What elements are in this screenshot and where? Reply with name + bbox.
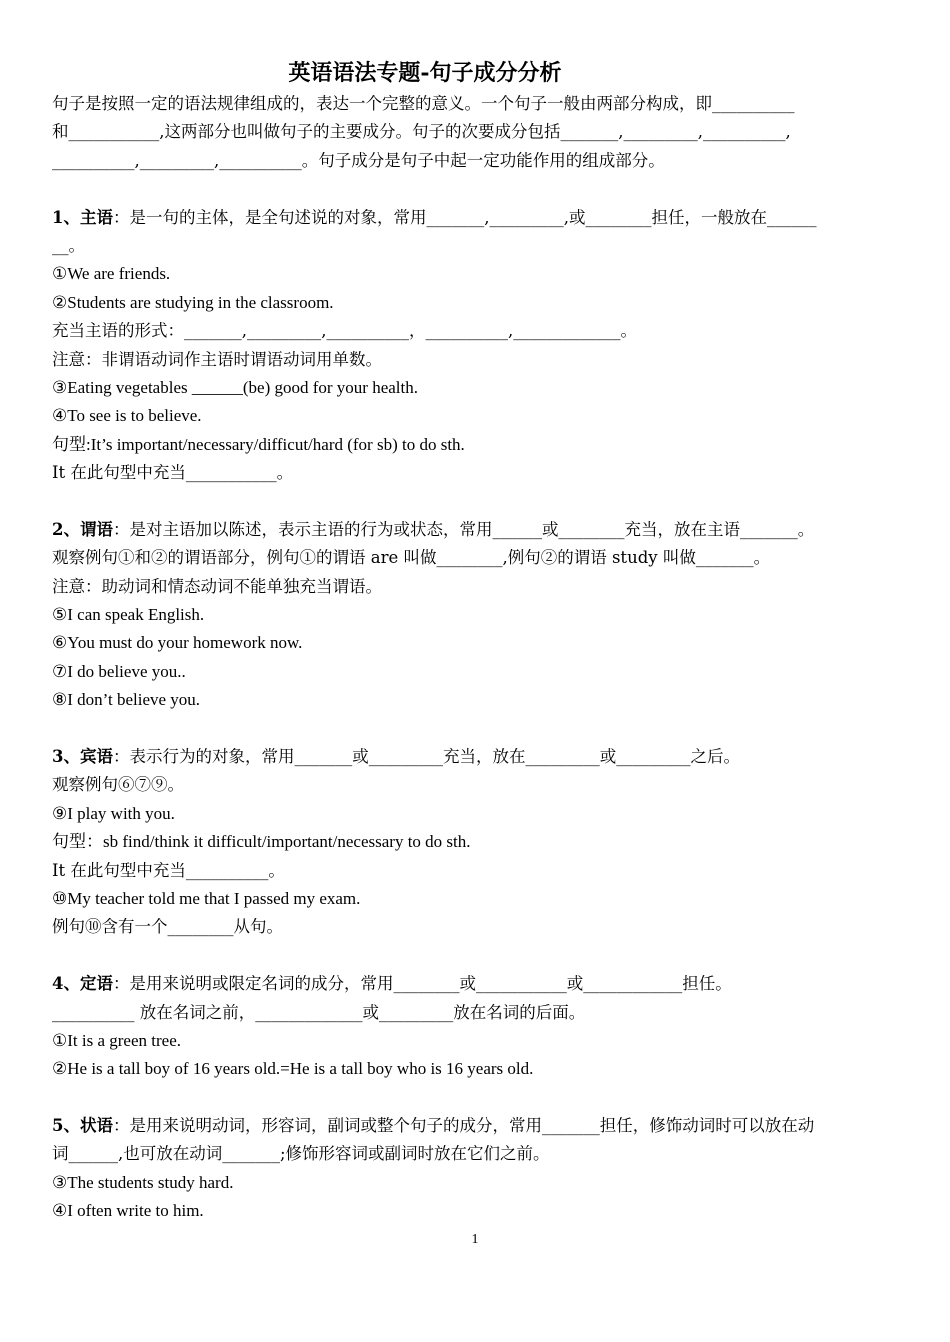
page-number: 1	[471, 1232, 479, 1247]
section-1-line-5: 充当主语的形式：_______,_________,__________，__________,_____________。	[52, 321, 637, 341]
intro-line-1: 句子是按照一定的语法规律组成的，表达一个完整的意义。一个句子一般由两部分构成，即__________	[52, 94, 795, 113]
section-3-pattern: 句型：sb find/think it difficult/important/necessary to do sth.	[52, 832, 471, 852]
example-line: ①It is a green tree.	[52, 1030, 181, 1050]
example-line: ④I often write to him.	[52, 1201, 204, 1221]
example-line: ①We are friends.	[52, 264, 171, 284]
section-5-heading: 5、状语	[52, 1116, 113, 1136]
example-line: ④To see is to believe.	[52, 406, 202, 426]
example-line: ⑥You must do your homework now.	[52, 633, 303, 653]
section-5-line-2: 词______,也可放在动词_______;修饰形容词或副词时放在它们之前。	[52, 1144, 550, 1164]
section-1-heading: 1、主语	[52, 207, 113, 227]
section-2-heading: 2、谓语	[52, 519, 113, 539]
example-line: ②He is a tall boy of 16 years old.=He is a tall boy who is 16 years old.	[52, 1059, 534, 1079]
page-title: 英语语法专题-句子成分分析	[288, 60, 562, 86]
section-4-line-1: 4、定语：是用来说明或限定名词的成分，常用________或___________或____________担任。	[52, 974, 732, 994]
section-1-line-2: __。	[52, 235, 85, 255]
example-line: ⑦I do believe you..	[52, 661, 186, 681]
section-3-heading: 3、宾语	[52, 746, 113, 766]
section-2-line-1: 2、谓语：是对主语加以陈述，表示主语的行为或状态，常用______或________充当，放在主语_______。	[52, 519, 815, 539]
section-2-line-2: 观察例句①和②的谓语部分，例句①的谓语 are 叫做________,例句②的谓语 study 叫做_______。	[52, 548, 771, 568]
example-line: ③The students study hard.	[52, 1172, 234, 1192]
example-line: ⑨I play with you.	[52, 803, 175, 823]
section-2-line-3: 注意：助动词和情态动词不能单独充当谓语。	[52, 576, 382, 596]
section-3-line-2: 观察例句⑥⑦⑨。	[52, 775, 184, 795]
section-1-line-6: 注意：非谓语动词作主语时谓语动词用单数。	[52, 349, 382, 369]
example-line: ⑩My teacher told me that I passed my exam.	[52, 888, 361, 908]
section-4-heading: 4、定语	[52, 974, 113, 994]
intro-line-2: 和___________,这两部分也叫做句子的主要成分。句子的次要成分包括_______,_________,__________,	[52, 122, 791, 142]
section-5-line-1: 5、状语：是用来说明动词，形容词，副词或整个句子的成分，常用_______担任，修饰动词时可以放在动	[52, 1116, 815, 1136]
example-line: ③Eating vegetables ______(be) good for your health.	[52, 377, 418, 397]
section-4-line-2: __________ 放在名词之前，_____________或_________放在名词的后面。	[52, 1002, 586, 1022]
intro-line-3: __________,_________,__________。句子成分是句子中起一定功能作用的组成部分。	[52, 150, 665, 170]
section-3-line-7: 例句⑩含有一个________从句。	[52, 917, 283, 937]
example-line: ②Students are studying in the classroom.	[52, 292, 334, 312]
section-3-line-1: 3、宾语：表示行为的对象，常用_______或_________充当，放在_________或_________之后。	[52, 746, 740, 766]
document-body	[52, 90, 902, 1226]
section-1-line-1: 1、主语：是一句的主体，是全句述说的对象，常用_______,_________,或________担任，一般放在______	[52, 207, 817, 227]
section-3-line-5: It 在此句型中充当__________。	[52, 860, 285, 880]
example-line: ⑤I can speak English.	[52, 605, 205, 625]
example-line: ⑧I don’t believe you.	[52, 690, 201, 710]
section-1-line-10: It 在此句型中充当___________。	[52, 463, 294, 483]
section-1-pattern: 句型:It’s important/necessary/difficut/hard (for sb) to do sth.	[52, 434, 465, 454]
